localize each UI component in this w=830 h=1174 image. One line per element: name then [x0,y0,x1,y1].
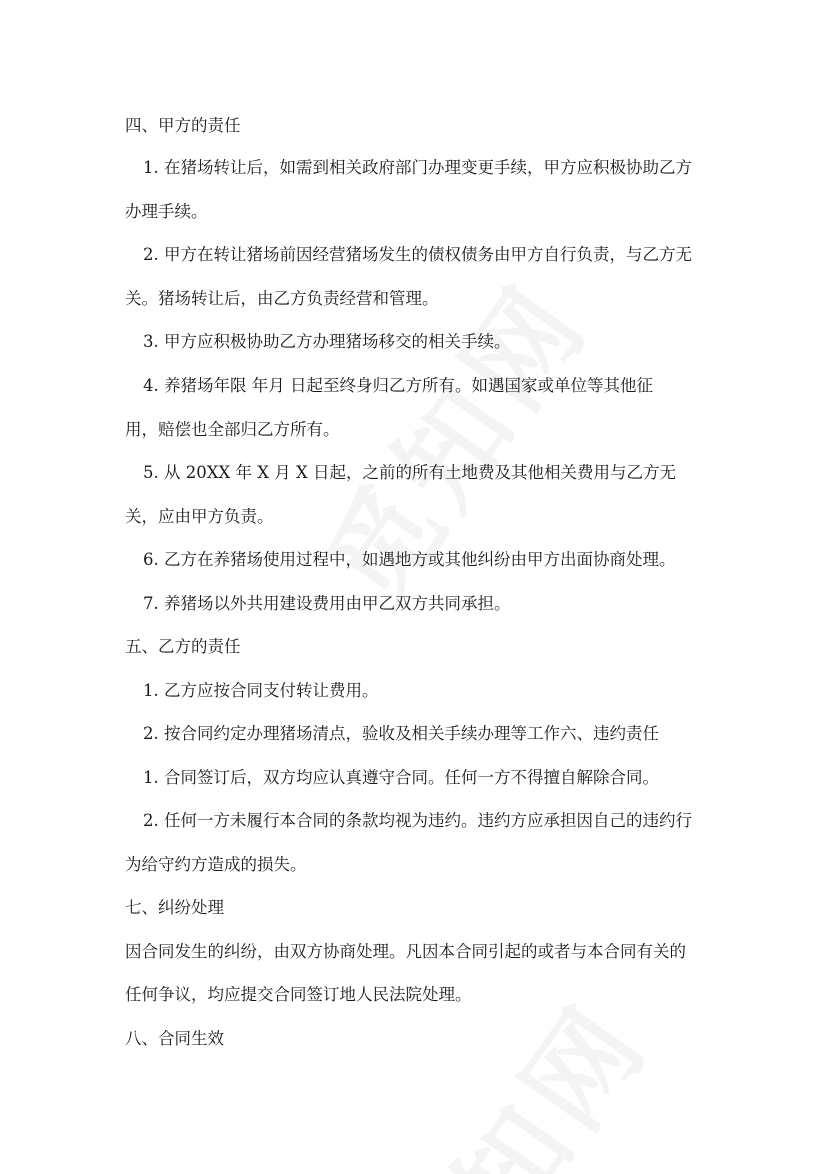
clause-6-2: 2. 任何一方未履行本合同的条款均视为违约。违约方应承担因自己的违约行 [143,811,692,830]
clause-5-2: 2. 按合同约定办理猪场清点，验收及相关手续办理等工作六、违约责任 [143,724,659,743]
clause-4-7: 7. 养猪场以外共用建设费用由甲乙双方共同承担。 [143,594,511,613]
clause-4-2-cont: 关。猪场转让后，由乙方负责经营和管理。 [125,289,439,308]
clause-4-5: 5. 从 20XX 年 X 月 X 日起，之前的所有土地费及其他相关费用与乙方无 [143,463,676,482]
dispute-paragraph: 因合同发生的纠纷，由双方协商处理。凡因本合同引起的或者与本合同有关的 [125,942,686,961]
section-heading-7: 七、纠纷处理 [125,898,224,917]
clause-4-6: 6. 乙方在养猪场使用过程中，如遇地方或其他纠纷由甲方出面协商处理。 [143,550,676,569]
dispute-paragraph-cont: 任何争议，均应提交合同签订地人民法院处理。 [125,985,472,1004]
clause-4-2: 2. 甲方在转让猪场前因经营猪场发生的债权债务由甲方自行负责，与乙方无 [143,245,692,264]
clause-4-4: 4. 养猪场年限 年月 日起至终身归乙方所有。如遇国家或单位等其他征 [143,376,653,395]
clause-6-2-cont: 为给守约方造成的损失。 [125,855,307,874]
clause-4-1: 1. 在猪场转让后，如需到相关政府部门办理变更手续，甲方应积极协助乙方 [143,158,692,177]
clause-4-5-cont: 关，应由甲方负责。 [125,507,274,526]
section-heading-5: 五、乙方的责任 [125,637,241,656]
clause-4-1-cont: 办理手续。 [125,202,208,221]
clause-4-3: 3. 甲方应积极协助乙方办理猪场移交的相关手续。 [143,332,511,351]
section-heading-8: 八、合同生效 [125,1029,224,1048]
clause-5-1: 1. 乙方应按合同支付转让费用。 [143,681,379,700]
clause-6-1: 1. 合同签订后，双方均应认真遵守合同。任何一方不得擅自解除合同。 [143,768,659,787]
clause-4-4-cont: 用，赔偿也全部归乙方所有。 [125,420,340,439]
section-heading-4: 四、甲方的责任 [125,116,241,135]
